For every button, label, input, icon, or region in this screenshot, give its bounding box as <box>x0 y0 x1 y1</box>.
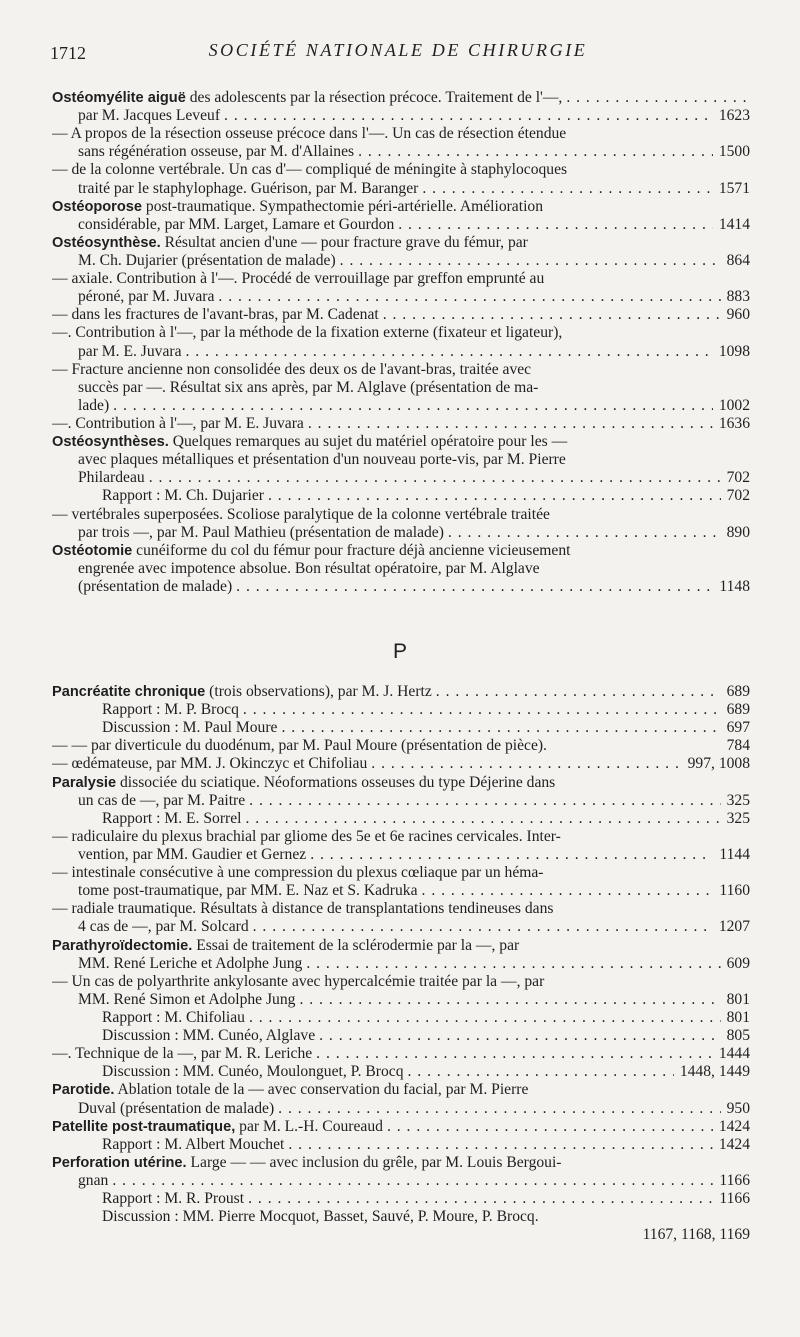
index-entry-line <box>52 937 750 955</box>
entry-text: Rapport : M. E. Sorrel <box>102 809 242 827</box>
index-entry-line <box>52 107 750 125</box>
entry-page-ref: 1414 <box>713 216 750 234</box>
entry-text-group <box>78 107 220 124</box>
index-entry-line <box>52 234 750 252</box>
index-entry-line <box>52 991 750 1009</box>
index-entry-line <box>52 918 750 936</box>
index-entry-line <box>52 1208 750 1226</box>
entry-text-group <box>78 379 538 396</box>
entry-text: post-traumatique. Sympathectomie péri-artérielle. Amélioration <box>142 197 543 215</box>
entry-text: vention, par MM. Gaudier et Gernez <box>78 845 307 863</box>
entry-text-group <box>78 560 540 577</box>
index-entry-line <box>52 324 750 342</box>
index-entry-line <box>52 882 750 900</box>
entry-text-group <box>102 1027 315 1044</box>
entry-text-group <box>78 252 336 269</box>
index-entry-line <box>52 161 750 179</box>
entry-text-group <box>102 719 277 736</box>
index-entry-line <box>52 755 750 773</box>
index-entry-line <box>52 955 750 973</box>
entry-page-ref: 1144 <box>713 846 750 864</box>
entry-keyword: Ostéosynthèse. <box>52 234 161 251</box>
index-entry-line <box>52 1154 750 1172</box>
index-entry-line <box>52 288 750 306</box>
entry-page-ref: 960 <box>721 306 750 324</box>
entry-keyword: Ostéosynthèses. <box>52 434 169 451</box>
entry-keyword: Ostéoporose <box>52 198 143 215</box>
entry-text: — Un cas de polyarthrite ankylosante avec hypercalcémie traitée par la —, par <box>52 972 545 990</box>
index-entry-line <box>52 198 750 216</box>
entry-text: par trois —, par M. Paul Mathieu (présentation de malade) <box>78 523 444 541</box>
entry-keyword: Ostéomyélite aiguë <box>52 90 186 106</box>
entry-keyword: Ostéotomie <box>52 542 133 559</box>
entry-text-group <box>102 1208 539 1225</box>
entry-text-group <box>52 506 550 523</box>
entry-text-group <box>78 343 182 360</box>
entry-page-ref: 1167, 1168, 1169 <box>637 1226 750 1244</box>
entry-text: (présentation de malade) <box>78 577 233 595</box>
entry-text-group <box>102 810 241 827</box>
entry-text: par M. E. Juvara <box>78 342 182 360</box>
entry-page-ref: 1207 <box>713 918 750 936</box>
entry-text: MM. René Leriche et Adolphe Jung <box>78 954 303 972</box>
index-entry-line <box>52 216 750 234</box>
entry-text: tome post-traumatique, par MM. E. Naz et S. Kadruka <box>78 882 418 900</box>
entry-text: cunéiforme du col du fémur pour fracture déjà ancienne vicieusement <box>132 541 571 559</box>
entry-page-ref: 702 <box>721 487 750 505</box>
entry-text: par M. Jacques Leveuf <box>78 107 221 125</box>
entry-text-group <box>78 918 249 935</box>
entry-text: avec plaques métalliques et présentation d'un nouveau porte-vis, par M. Pierre <box>78 451 566 469</box>
entry-text: Essai de traitement de la sclérodermie par la —, par <box>192 936 520 954</box>
entry-text-group <box>78 216 394 233</box>
entry-text-group <box>102 487 264 504</box>
entry-page-ref: 1098 <box>713 343 750 361</box>
entry-text: Discussion : M. Paul Moure <box>102 719 278 737</box>
entry-text: des adolescents par la résection précoce. Traitement de l'—, <box>185 89 563 106</box>
index-entry-line <box>52 506 750 524</box>
entry-text: Rapport : M. R. Proust <box>102 1190 245 1208</box>
entry-text: — de la colonne vertébrale. Un cas d'— compliqué de méningite à staphylocoques <box>52 161 568 179</box>
entry-page-ref: 801 <box>721 991 750 1009</box>
entry-text: lade) <box>78 396 110 414</box>
entry-text-group <box>78 1172 108 1189</box>
index-entry-line <box>52 973 750 991</box>
index-entry-line <box>52 1009 750 1027</box>
entry-page-ref: 689 <box>721 701 750 719</box>
entry-text: Rapport : M. P. Brocq <box>102 701 239 719</box>
entry-text: succès par —. Résultat six ans après, par M. Alglave (présentation de ma- <box>78 378 539 396</box>
entry-text: — A propos de la résection osseuse précoce dans l'—. Un cas de résection étendue <box>52 125 567 143</box>
entry-text-group <box>52 234 528 251</box>
entry-page-ref: 689 <box>721 683 750 701</box>
entry-page-ref: 997, 1008 <box>682 755 750 773</box>
entry-text-group <box>78 288 214 305</box>
entry-keyword: Parotide. <box>52 1082 115 1099</box>
entry-text-group <box>78 846 306 863</box>
entry-page-ref: 1636 <box>713 415 750 433</box>
entry-text: Discussion : MM. Pierre Mocquot, Basset, Sauvé, P. Moure, P. Brocq. <box>102 1208 539 1226</box>
entry-text: — Fracture ancienne non consolidée des deux os de l'avant-bras, traitée avec <box>52 360 532 378</box>
entry-text-group <box>52 125 566 142</box>
entry-text-group <box>102 1190 244 1207</box>
entry-text: — — par diverticule du duodénum, par M. Paul Moure (présentation de pièce). <box>52 737 547 755</box>
entry-page-ref: 805 <box>721 1027 750 1045</box>
index-entry-line <box>52 433 750 451</box>
page-header <box>50 40 746 64</box>
index-entry-line <box>52 469 750 487</box>
entry-text-group <box>52 198 543 215</box>
entry-text-group <box>52 973 544 990</box>
entry-text-group <box>78 882 418 899</box>
entry-text: Discussion : MM. Cunéo, Alglave <box>102 1027 316 1045</box>
index-entry-line <box>52 542 750 560</box>
entry-text-group <box>78 451 566 468</box>
entry-page-ref: 1448, 1449 <box>674 1063 750 1081</box>
entry-page-ref: 1166 <box>713 1172 750 1190</box>
entry-text-group <box>52 937 519 954</box>
entry-text-group <box>52 683 432 700</box>
entry-text-group <box>78 180 418 197</box>
entry-text-group <box>52 324 562 341</box>
entry-page-ref: 609 <box>721 955 750 973</box>
index-entry-line <box>52 701 750 719</box>
index-entry-line <box>52 487 750 505</box>
entry-page-ref: 1002 <box>713 397 750 415</box>
entry-text: M. Ch. Dujarier (présentation de malade) <box>78 251 336 269</box>
entry-text: Discussion : MM. Cunéo, Moulonguet, P. Brocq <box>102 1063 404 1081</box>
entry-text-group <box>52 737 547 754</box>
index-entry-line <box>52 864 750 882</box>
entry-keyword: Patellite post-traumatique, <box>52 1118 236 1135</box>
entry-text-group <box>78 143 354 160</box>
index-section-p <box>52 683 750 1244</box>
entry-page-ref: 1571 <box>713 180 750 198</box>
entry-text: MM. René Simon et Adolphe Jung <box>78 990 296 1008</box>
entry-page-ref: 950 <box>721 1100 750 1118</box>
entry-page-ref: 784 <box>721 737 750 755</box>
index-entry-line <box>52 415 750 433</box>
index-entry-line <box>52 560 750 578</box>
index-entry-line <box>52 810 750 828</box>
index-entry-line <box>52 379 750 397</box>
entry-page-ref: 325 <box>721 810 750 828</box>
entry-keyword: Paralysie <box>52 774 117 791</box>
entry-text-group <box>52 161 567 178</box>
index-entry-line <box>52 683 750 701</box>
entry-text-group <box>102 1063 404 1080</box>
entry-text-group <box>52 1045 312 1062</box>
index-entry-line <box>52 1136 750 1154</box>
entry-text-group <box>78 1100 274 1117</box>
entry-text: Rapport : M. Albert Mouchet <box>102 1135 285 1153</box>
entry-text-group <box>52 774 555 791</box>
entry-text: Large — — avec inclusion du grêle, par M. Louis Bergoui- <box>186 1153 562 1171</box>
entry-text: (trois observations), par M. J. Hertz <box>205 683 432 700</box>
entry-text: traité par le staphylophage. Guérison, par M. Baranger <box>78 179 419 197</box>
entry-text: Rapport : M. Ch. Dujarier <box>102 487 264 505</box>
entry-text: péroné, par M. Juvara <box>78 288 215 306</box>
index-entry-line <box>52 828 750 846</box>
entry-text-group <box>78 991 295 1008</box>
entry-text-group <box>78 578 232 595</box>
entry-text: dissociée du sciatique. Néoformations osseuses du type Déjerine dans <box>116 773 556 791</box>
index-entry-line <box>52 846 750 864</box>
entry-text: — intestinale consécutive à une compression du plexus cœliaque par un héma- <box>52 864 544 882</box>
index-entry-line <box>52 1063 750 1081</box>
entry-text: — œdémateuse, par MM. J. Okinczyc et Chifoliau <box>52 755 368 773</box>
entry-text: par M. L.-H. Coureaud <box>235 1117 383 1135</box>
index-section-o <box>52 89 750 596</box>
entry-text: —. Contribution à l'—, par la méthode de la fixation externe (fixateur et ligateur), <box>52 324 563 342</box>
page-number: 1712 <box>50 43 86 63</box>
index-entry-line <box>52 900 750 918</box>
index-entry-line <box>52 143 750 161</box>
index-entry-line <box>52 578 750 596</box>
index-entry-line <box>52 89 750 107</box>
entry-text: Duval (présentation de malade) <box>78 1099 275 1117</box>
entry-page-ref: 1166 <box>713 1190 750 1208</box>
entry-text: Quelques remarques au sujet du matériel opératoire pour les — <box>168 433 568 451</box>
entry-text: —. Technique de la —, par M. R. Leriche <box>52 1045 313 1063</box>
index-entry-line <box>52 524 750 542</box>
entry-text: — radiale traumatique. Résultats à distance de transplantations tendineuses dans <box>52 900 554 918</box>
entry-text: Rapport : M. Chifoliau <box>102 1008 245 1026</box>
entry-text-group <box>52 89 562 106</box>
entry-text-group <box>78 955 302 972</box>
entry-text: Philardeau <box>78 469 145 487</box>
index-entry-line <box>52 451 750 469</box>
entry-text-group <box>52 433 567 450</box>
index-entry-line <box>52 1226 750 1244</box>
entry-text: 4 cas de —, par M. Solcard <box>78 918 249 936</box>
entry-text-group <box>78 469 145 486</box>
entry-text-group <box>52 755 367 772</box>
entry-text-group <box>52 1081 528 1098</box>
entry-text-group <box>102 701 239 718</box>
index-entry-line <box>52 1190 750 1208</box>
index-entry-line <box>52 774 750 792</box>
entry-text-group <box>52 306 379 323</box>
index-entry-line <box>52 737 750 755</box>
entry-text: un cas de —, par M. Paitre <box>78 791 246 809</box>
index-entry-line <box>52 125 750 143</box>
entry-text-group <box>52 542 570 559</box>
entry-text-group <box>78 792 245 809</box>
index-entry-line <box>52 270 750 288</box>
entry-text-group <box>52 415 304 432</box>
entry-page-ref: 1160 <box>713 882 750 900</box>
entry-text-group <box>78 397 109 414</box>
index-entry-line <box>52 397 750 415</box>
entry-text-group <box>52 900 553 917</box>
entry-text: —. Contribution à l'—, par M. E. Juvara <box>52 414 304 432</box>
entry-keyword: Perforation utérine. <box>52 1154 187 1171</box>
entry-text-group <box>52 1118 383 1135</box>
index-entry-line <box>52 1045 750 1063</box>
index-entry-line <box>52 343 750 361</box>
entry-text: — vertébrales superposées. Scoliose paralytique de la colonne vertébrale traitée <box>52 505 550 523</box>
entry-text-group <box>102 1009 245 1026</box>
entry-text: Résultat ancien d'une — pour fracture grave du fémur, par <box>160 233 528 251</box>
entry-text: — radiculaire du plexus brachial par gliome des 5e et 6e racines cervicales. Inter- <box>52 827 561 845</box>
index-entry-line <box>52 306 750 324</box>
entry-text-group <box>52 361 531 378</box>
index-entry-line <box>52 180 750 198</box>
entry-text: Ablation totale de la — avec conservation du facial, par M. Pierre <box>114 1081 529 1099</box>
entry-keyword: Pancréatite chronique <box>52 684 206 700</box>
entry-page-ref: 1424 <box>713 1118 750 1136</box>
index-entry-line <box>52 252 750 270</box>
entry-keyword: Parathyroïdectomie. <box>52 937 193 954</box>
entry-page-ref: 1148 <box>713 578 750 596</box>
entry-page-ref: 890 <box>721 524 750 542</box>
entry-text: gnan <box>78 1171 109 1189</box>
entry-text-group <box>52 1154 562 1171</box>
entry-text-group <box>52 828 561 845</box>
entry-page-ref: 883 <box>721 288 750 306</box>
index-entry-line <box>52 1100 750 1118</box>
entry-page-ref: 697 <box>721 719 750 737</box>
section-letter: P <box>392 640 407 663</box>
entry-page-ref: 702 <box>721 469 750 487</box>
entry-page-ref: 1623 <box>713 107 750 125</box>
index-entry-line <box>52 719 750 737</box>
entry-text-group <box>52 270 544 287</box>
entry-text: considérable, par MM. Larget, Lamare et Gourdon <box>78 215 395 233</box>
index-entry-line <box>52 1172 750 1190</box>
entry-page-ref: 325 <box>721 792 750 810</box>
index-entry-line <box>52 361 750 379</box>
entry-text-group <box>78 524 444 541</box>
entry-page-ref: 1424 <box>713 1136 750 1154</box>
entry-text-group <box>52 864 544 881</box>
entry-text-group <box>102 1136 284 1153</box>
entry-page-ref: 1444 <box>713 1045 750 1063</box>
entry-text: — axiale. Contribution à l'—. Procédé de verrouillage par greffon emprunté au <box>52 270 545 288</box>
entry-text: engrenée avec impotence absolue. Bon résultat opératoire, par M. Alglave <box>78 559 540 577</box>
entry-page-ref: 801 <box>721 1009 750 1027</box>
entry-page-ref: 864 <box>721 252 750 270</box>
entry-text: — dans les fractures de l'avant-bras, par M. Cadenat <box>52 306 379 324</box>
index-entry-line <box>52 1027 750 1045</box>
index-entry-line <box>52 1118 750 1136</box>
entry-page-ref: 1500 <box>713 143 750 161</box>
index-entry-line <box>52 792 750 810</box>
running-title: SOCIÉTÉ NATIONALE DE CHIRURGIE <box>208 40 588 60</box>
entry-text: sans régénération osseuse, par M. d'Allaines <box>78 143 355 161</box>
index-entry-line <box>52 1081 750 1099</box>
